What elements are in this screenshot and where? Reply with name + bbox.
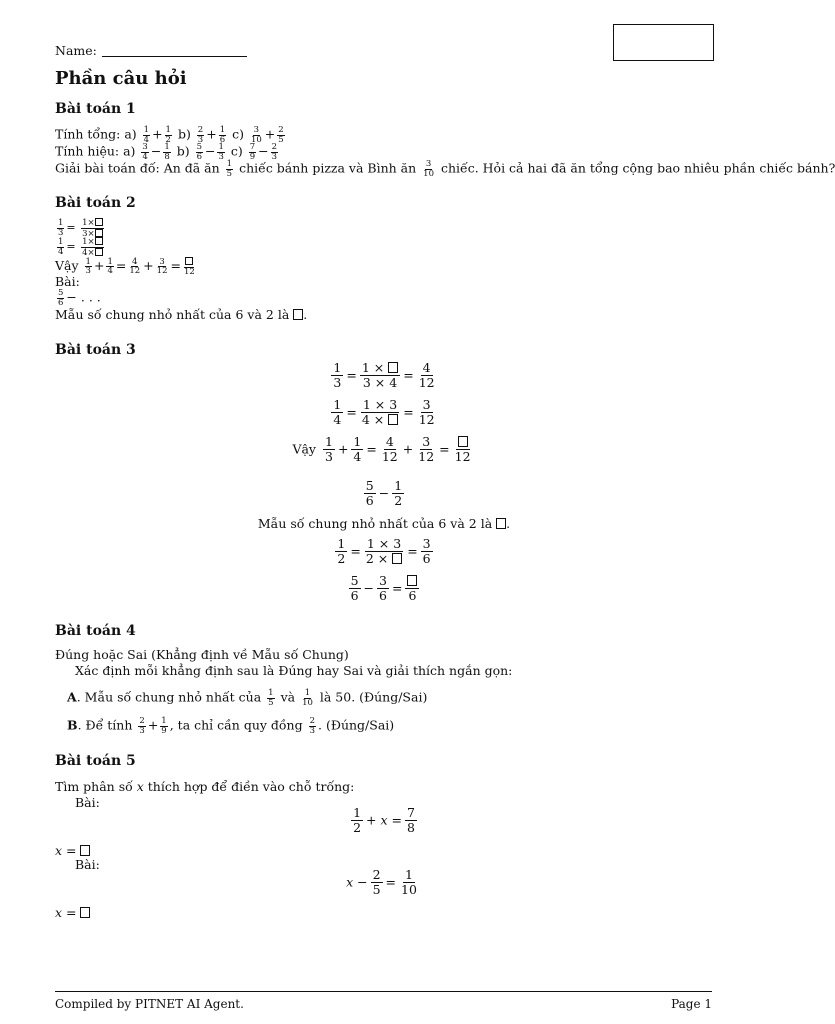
footer-rule: [55, 991, 712, 992]
problem-5-title: Bài toán 5: [55, 753, 136, 769]
p2-eq-3: Vậy $\frac{1}{3}$ + $\frac{1}{4}$ = $\frac{4}{12}$ + $\frac{3}{12}$ = 12: [55, 256, 195, 277]
p4-instruction: Xác định mỗi khẳng định sau là Đúng hay Sai và giải thích ngắn gọn:: [75, 663, 513, 678]
p4-subtitle: Đúng hoặc Sai (Khẳng định về Mẫu số Chung): [55, 647, 349, 662]
p2-bai-label: Bài:: [55, 274, 80, 289]
answer-box[interactable]: [293, 309, 303, 320]
p2-lcm-line: Mẫu số chung nhỏ nhất của 6 và 2 là .: [55, 307, 308, 322]
p1-sum-label: Tính tổng: a): [55, 126, 137, 142]
p3-eq-2: $\frac{1}{4}$ = $\frac{1 \times 3}{4 \times}$ = $\frac{3}{12}$: [333, 397, 435, 428]
p2-eq-1: $\frac{1}{3}$ = $\frac{1\times}{3\times}$: [55, 218, 106, 238]
p5-bai-1: Bài:: [75, 795, 100, 810]
p5-bai-2: Bài:: [75, 857, 100, 872]
p3-eq-6: $\frac{5}{6}$ − $\frac{3}{6}$ = 6: [0, 574, 768, 604]
p5-answer-1: x =: [55, 843, 90, 858]
p4-statement-a: A. Mẫu số chung nhỏ nhất của $\frac{1}{5}$ và $\frac{1}{10}$ là 50. (Đúng/Sai): [67, 688, 428, 708]
p1-word-problem: Giải bài toán đố: An đã ăn $\frac{1}{5}$ chiếc bánh pizza và Bình ăn $\frac{3}{10}$ chiếc. Hỏi cả hai đã ăn tổng cộng bao nhiêu phần chiếc bánh?: [55, 159, 835, 179]
p1-diff-line: Tính hiệu: a) $\frac{3}{4}$ − $\frac{1}{8}$ b) $\frac{5}{6}$ − $\frac{1}{3}$ c) $\frac{7}{9}$ − $\frac{2}{3}$: [55, 142, 278, 162]
p5-answer-2: x =: [55, 905, 90, 920]
p1-diff-label: Tính hiệu: a): [55, 143, 136, 159]
answer-box[interactable]: [80, 845, 90, 856]
p2-eq-2: $\frac{1}{4}$ = $\frac{1\times}{4\times}$: [55, 237, 106, 257]
p5-instruction: Tìm phân số x thích hợp để điền vào chỗ trống:: [55, 779, 355, 794]
section-title: Phần câu hỏi: [55, 68, 187, 89]
p3-lcm-line: Mẫu số chung nhỏ nhất của 6 và 2 là .: [257, 516, 511, 531]
problem-2-title: Bài toán 2: [55, 195, 136, 211]
score-box: [613, 24, 714, 61]
problem-3-title: Bài toán 3: [55, 342, 136, 358]
problem-1-title: Bài toán 1: [55, 101, 136, 117]
p3-eq-4: $\frac{5}{6}$ − $\frac{1}{2}$: [365, 478, 403, 509]
p3-eq-5: $\frac{1}{2}$ = $\frac{1 \times 3}{2 \times}$ = $\frac{3}{6}$: [337, 536, 431, 567]
p2-eq-4: $\frac{5}{6}$ − . . .: [58, 288, 101, 308]
page-number: Page 1: [671, 997, 712, 1011]
p3-eq-3: Vậy $\frac{1}{3}$ + $\frac{1}{4}$ = $\frac{4}{12}$ + $\frac{3}{12}$ = 12: [292, 434, 471, 465]
p1-sum-line: Tính tổng: a) $\frac{1}{4}$ + $\frac{1}{2}$ b) $\frac{2}{3}$ + $\frac{1}{6}$ c) $\frac{3}{10}$ + $\frac{2}{5}$: [55, 125, 284, 145]
p3-eq-1: $\frac{1}{3}$ = $\frac{1 \times}{3 \times 4}$ = $\frac{4}{12}$: [333, 360, 435, 391]
name-label: Name:: [55, 43, 97, 58]
problem-4-title: Bài toán 4: [55, 623, 136, 639]
footer-credit: Compiled by PITNET AI Agent.: [55, 997, 244, 1011]
p5-eq-2: x − $\frac{2}{5}$ = $\frac{1}{10}$: [346, 867, 417, 898]
name-blank-line[interactable]: [102, 56, 247, 57]
p5-eq-1: $\frac{1}{2}$ + x = $\frac{7}{8}$: [353, 805, 415, 836]
answer-box[interactable]: [80, 907, 90, 918]
answer-box[interactable]: [496, 518, 506, 529]
p4-statement-b: B. Để tính $\frac{2}{3}$ + $\frac{1}{9}$ , ta chỉ cần quy đồng $\frac{2}{3}$ . (Đúng/Sai): [67, 716, 395, 736]
